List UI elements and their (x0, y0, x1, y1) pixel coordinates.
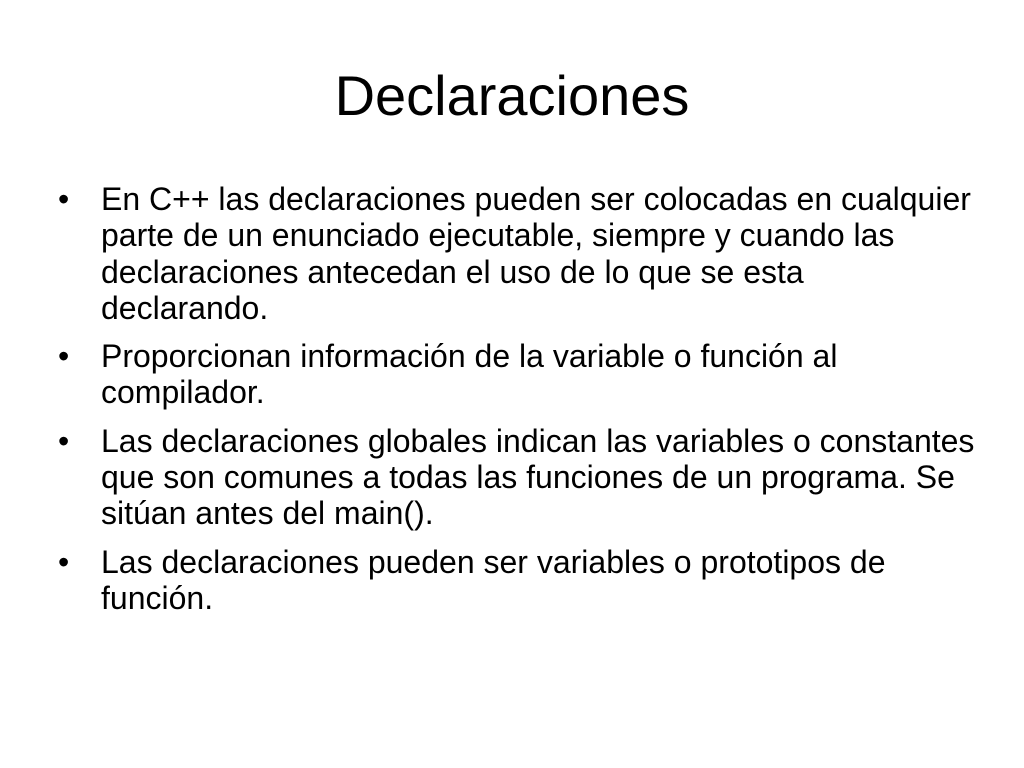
bullet-text: Proporcionan información de la variable o función al compilador. (101, 338, 838, 411)
bullet-item (58, 544, 978, 617)
bullet-text: Las declaraciones pueden ser variables o prototipos de función. (101, 543, 886, 616)
bullet-icon: • (58, 422, 70, 459)
bullet-list (58, 181, 978, 628)
bullet-text: En C++ las declaraciones pueden ser colocadas en cualquier parte de un enunciado ejecutable, siempre y cuando las declaraciones antecedan el uso de lo que se esta declarando. (101, 181, 971, 326)
bullet-text: Las declaraciones globales indican las variables o constantes que son comunes a todas las funciones de un programa. Se sitúan antes del main(). (101, 422, 975, 532)
bullet-item (58, 181, 978, 326)
bullet-icon: • (58, 338, 70, 375)
bullet-item (58, 423, 978, 532)
bullet-icon: • (58, 181, 70, 217)
bullet-item (58, 338, 978, 411)
bullet-icon: • (58, 543, 70, 580)
slide-title: Declaraciones (334, 64, 690, 127)
